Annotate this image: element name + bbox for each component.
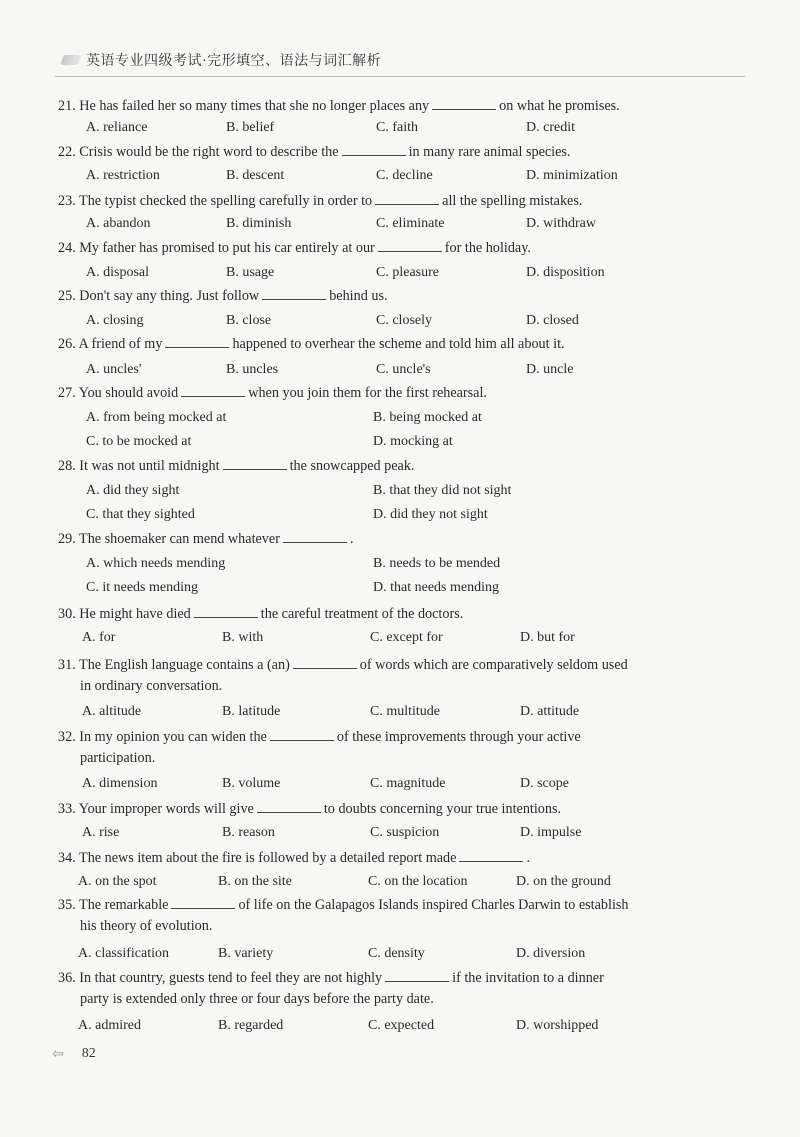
option-b: B. volume <box>222 776 281 791</box>
question-35 <box>58 895 728 937</box>
option-a: A. altitude <box>82 704 142 719</box>
option-a: A. reliance <box>86 120 148 135</box>
answer-blank <box>342 143 406 156</box>
option-d: D. did they not sight <box>373 507 488 522</box>
answer-blank <box>459 849 523 862</box>
question-stem-continuation: in ordinary conversation. <box>80 678 223 694</box>
option-d: D. closed <box>526 313 579 328</box>
question-stem-pre: 22. Crisis would be the right word to describe the <box>58 144 339 160</box>
option-d: D. impulse <box>520 825 582 840</box>
question-stem-pre: 26. A friend of my <box>58 336 163 352</box>
question-stem-continuation: participation. <box>80 750 156 766</box>
question-stem-post: the snowcapped peak. <box>289 458 415 474</box>
option-b: B. uncles <box>226 362 279 377</box>
question-stem-pre: 25. Don't say any thing. Just follow <box>58 288 260 304</box>
question-stem-pre: 31. The English language contains a (an) <box>58 657 290 673</box>
header-decoration-icon <box>60 55 82 65</box>
answer-blank <box>181 384 245 397</box>
answer-blank <box>293 656 357 669</box>
option-b: B. that they did not sight <box>373 483 512 498</box>
option-b: B. diminish <box>226 216 292 231</box>
question-stem-post: in many rare animal species. <box>408 144 571 160</box>
question-stem-post: of words which are comparatively seldom used <box>359 657 628 673</box>
question-stem-continuation: party is extended only three or four days before the party date. <box>80 991 434 1007</box>
question-stem-pre: 29. The shoemaker can mend whatever <box>58 531 280 547</box>
option-d: D. that needs mending <box>373 580 499 595</box>
option-c: C. that they sighted <box>86 507 195 522</box>
question-stem-post: . <box>526 850 530 866</box>
back-arrow-icon: ⇦ <box>52 1046 64 1062</box>
option-c: C. pleasure <box>376 265 439 280</box>
option-a: A. did they sight <box>86 483 180 498</box>
option-c: C. it needs mending <box>86 580 198 595</box>
option-a: A. uncles' <box>86 362 142 377</box>
option-b: B. usage <box>226 265 275 280</box>
question-stem-post: when you join them for the first rehearsal. <box>248 385 487 401</box>
question-22 <box>58 142 728 163</box>
option-a: A. restriction <box>86 168 160 183</box>
question-stem-pre: 32. In my opinion you can widen the <box>58 729 267 745</box>
answer-blank <box>165 335 229 348</box>
option-b: B. descent <box>226 168 285 183</box>
question-34 <box>58 848 728 869</box>
option-c: C. suspicion <box>370 825 440 840</box>
option-c: C. except for <box>370 630 443 645</box>
question-36 <box>58 968 728 1010</box>
option-d: D. minimization <box>526 168 618 183</box>
option-c: C. eliminate <box>376 216 445 231</box>
question-stem-pre: 33. Your improper words will give <box>58 801 254 817</box>
question-32 <box>58 727 728 769</box>
answer-blank <box>378 239 442 252</box>
option-d: D. mocking at <box>373 434 453 449</box>
question-26 <box>58 334 728 355</box>
option-b: B. latitude <box>222 704 281 719</box>
answer-blank <box>262 287 326 300</box>
option-a: A. on the spot <box>78 874 157 889</box>
option-d: D. but for <box>520 630 575 645</box>
option-a: A. classification <box>78 946 169 961</box>
option-c: C. uncle's <box>376 362 431 377</box>
option-d: D. uncle <box>526 362 574 377</box>
header-divider <box>55 76 745 77</box>
option-c: C. magnitude <box>370 776 446 791</box>
option-a: A. rise <box>82 825 120 840</box>
option-c: C. faith <box>376 120 418 135</box>
option-d: D. worshipped <box>516 1018 599 1033</box>
option-a: A. dimension <box>82 776 158 791</box>
option-c: C. to be mocked at <box>86 434 192 449</box>
page-footer <box>52 1046 96 1062</box>
question-27 <box>58 383 728 404</box>
question-stem-pre: 27. You should avoid <box>58 385 179 401</box>
question-stem-pre: 30. He might have died <box>58 606 191 622</box>
question-stem-pre: 21. He has failed her so many times that she no longer places any <box>58 98 430 114</box>
question-stem-post: happened to overhear the scheme and told him all about it. <box>232 336 565 352</box>
question-stem-continuation: his theory of evolution. <box>80 918 213 934</box>
option-a: A. closing <box>86 313 144 328</box>
question-stem-post: all the spelling mistakes. <box>442 193 583 209</box>
answer-blank <box>194 605 258 618</box>
question-30 <box>58 604 728 625</box>
answer-blank <box>257 800 321 813</box>
option-a: A. from being mocked at <box>86 410 227 425</box>
option-b: B. being mocked at <box>373 410 482 425</box>
answer-blank <box>270 728 334 741</box>
option-b: B. with <box>222 630 264 645</box>
question-stem-pre: 28. It was not until midnight <box>58 458 220 474</box>
question-stem-post: of life on the Galapagos Islands inspired Charles Darwin to establish <box>238 897 629 913</box>
answer-blank <box>171 896 235 909</box>
option-b: B. needs to be mended <box>373 556 501 571</box>
option-d: D. credit <box>526 120 575 135</box>
question-stem-post: the careful treatment of the doctors. <box>260 606 464 622</box>
question-stem-pre: 24. My father has promised to put his car entirely at our <box>58 240 375 256</box>
answer-blank <box>385 969 449 982</box>
option-c: C. decline <box>376 168 433 183</box>
page-header <box>62 50 381 70</box>
question-23 <box>58 191 728 212</box>
option-a: A. admired <box>78 1018 141 1033</box>
option-b: B. belief <box>226 120 275 135</box>
option-c: C. on the location <box>368 874 468 889</box>
option-d: D. diversion <box>516 946 586 961</box>
question-29 <box>58 529 728 550</box>
option-d: D. disposition <box>526 265 605 280</box>
option-d: D. scope <box>520 776 569 791</box>
option-b: B. regarded <box>218 1018 284 1033</box>
answer-blank <box>432 97 496 110</box>
question-stem-pre: 35. The remarkable <box>58 897 169 913</box>
question-stem-post: behind us. <box>329 288 388 304</box>
header-title: 英语专业四级考试·完形填空、语法与词汇解析 <box>86 54 382 69</box>
answer-blank <box>223 457 287 470</box>
option-d: D. attitude <box>520 704 580 719</box>
option-d: D. on the ground <box>516 874 611 889</box>
option-a: A. for <box>82 630 116 645</box>
question-stem-post: . <box>349 531 354 547</box>
question-21 <box>58 96 728 117</box>
option-b: B. reason <box>222 825 275 840</box>
page-number: 82 <box>81 1046 96 1061</box>
question-stem-pre: 34. The news item about the fire is followed by a detailed report made <box>58 850 457 866</box>
answer-blank <box>283 530 347 543</box>
option-a: A. which needs mending <box>86 556 226 571</box>
option-a: A. disposal <box>86 265 149 280</box>
question-31 <box>58 655 728 697</box>
option-d: D. withdraw <box>526 216 596 231</box>
option-b: B. variety <box>218 946 274 961</box>
option-c: C. multitude <box>370 704 440 719</box>
answer-blank <box>375 192 439 205</box>
question-33 <box>58 799 728 820</box>
option-b: B. close <box>226 313 272 328</box>
question-stem-post: on what he promises. <box>499 98 620 114</box>
question-stem-post: to doubts concerning your true intentions. <box>323 801 562 817</box>
option-c: C. density <box>368 946 425 961</box>
question-stem-post: for the holiday. <box>444 240 531 256</box>
option-c: C. expected <box>368 1018 435 1033</box>
option-a: A. abandon <box>86 216 151 231</box>
question-stem-post: if the invitation to a dinner <box>452 970 604 986</box>
question-stem-post: of these improvements through your active <box>336 729 581 745</box>
question-24 <box>58 238 728 259</box>
question-stem-pre: 23. The typist checked the spelling carefully in order to <box>58 193 373 209</box>
question-28 <box>58 456 728 477</box>
option-c: C. closely <box>376 313 432 328</box>
question-stem-pre: 36. In that country, guests tend to feel they are not highly <box>58 970 383 986</box>
option-b: B. on the site <box>218 874 292 889</box>
question-25 <box>58 286 728 307</box>
